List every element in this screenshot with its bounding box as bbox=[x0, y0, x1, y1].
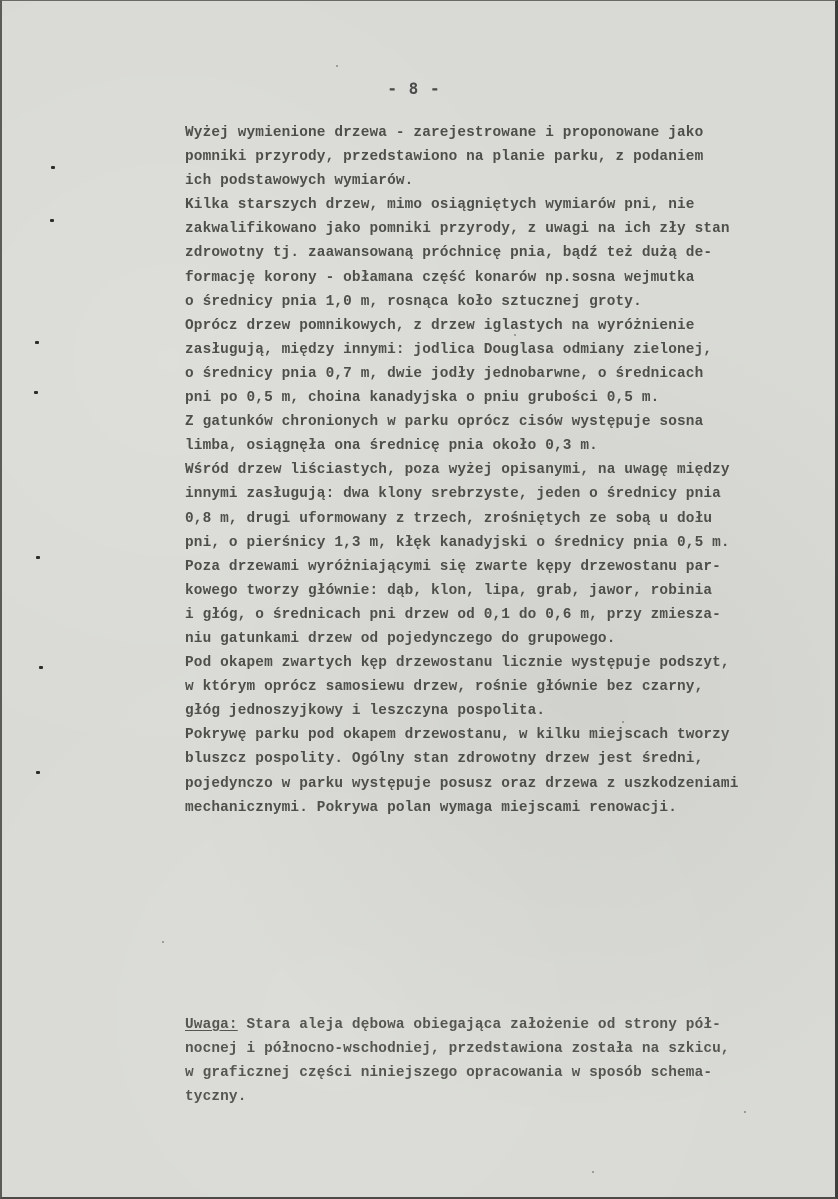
text-line: bluszcz pospolity. Ogólny stan zdrowotny drzew jest średni, bbox=[185, 751, 704, 768]
text-line: kowego tworzy głównie: dąb, klon, lipa, grab, jawor, robinia bbox=[185, 582, 713, 599]
paper-speck bbox=[162, 941, 164, 943]
note-line: tyczny. bbox=[185, 1089, 247, 1106]
text-line: pomniki przyrody, przedstawiono na planie parku, z podaniem bbox=[185, 149, 704, 166]
note-first-line-text: Stara aleja dębowa obiegająca założenie od strony pół- bbox=[237, 1017, 721, 1033]
text-line: limba, osiągnęła ona średnicę pnia około 0,3 m. bbox=[185, 438, 598, 455]
paper-speck bbox=[744, 1111, 746, 1113]
margin-mark bbox=[34, 391, 38, 394]
text-line: Wśród drzew liściastych, poza wyżej opisanymi, na uwagę między bbox=[185, 462, 730, 479]
text-line: zakwalifikowano jako pomniki przyrody, z uwagi na ich zły stan bbox=[185, 221, 730, 238]
text-line: i głóg, o średnicach pni drzew od 0,1 do 0,6 m, przy zmiesza- bbox=[185, 606, 721, 623]
page-number: - 8 - bbox=[387, 79, 441, 98]
text-line: zasługują, między innymi: jodlica Douglasa odmiany zielonej, bbox=[185, 341, 713, 358]
text-line: innymi zasługują: dwa klony srebrzyste, jeden o średnicy pnia bbox=[185, 486, 721, 503]
text-line: formację korony - obłamana część konarów np.sosna wejmutka bbox=[185, 269, 695, 286]
note-line: w graficznej części niniejszego opracowania w sposób schema- bbox=[185, 1065, 713, 1082]
text-line: Oprócz drzew pomnikowych, z drzew iglastych na wyróżnienie bbox=[185, 317, 695, 334]
margin-mark bbox=[39, 666, 43, 669]
text-line: pni po 0,5 m, choina kanadyjska o pniu grubości 0,5 m. bbox=[185, 390, 660, 407]
text-line: głóg jednoszyjkowy i leszczyna pospolita. bbox=[185, 703, 546, 720]
text-line: pojedynczo w parku występuje posusz oraz drzewa z uszkodzeniami bbox=[185, 775, 739, 792]
text-line: niu gatunkami drzew od pojedynczego do grupowego. bbox=[185, 630, 616, 647]
note-first-line bbox=[185, 1013, 825, 1037]
text-line: Pod okapem zwartych kęp drzewostanu licznie występuje podszyt, bbox=[185, 655, 730, 672]
text-line: Wyżej wymienione drzewa - zarejestrowane i proponowane jako bbox=[185, 125, 704, 141]
margin-mark bbox=[51, 166, 55, 169]
paper-speck bbox=[514, 334, 516, 336]
text-line: Z gatunków chronionych w parku oprócz cisów występuje sosna bbox=[185, 414, 704, 431]
text-line: Pokrywę parku pod okapem drzewostanu, w kilku miejscach tworzy bbox=[185, 727, 730, 744]
margin-mark bbox=[36, 771, 40, 774]
margin-mark bbox=[35, 341, 39, 344]
text-line: w którym oprócz samosiewu drzew, rośnie głównie bez czarny, bbox=[185, 679, 704, 696]
text-line: o średnicy pnia 1,0 m, rosnąca koło sztucznej groty. bbox=[185, 293, 642, 310]
text-line: pni, o pierśnicy 1,3 m, kłęk kanadyjski o średnicy pnia 0,5 m. bbox=[185, 534, 730, 551]
margin-mark bbox=[36, 556, 40, 559]
note-block bbox=[185, 1013, 825, 1109]
paper-speck bbox=[622, 721, 624, 723]
text-line: o średnicy pnia 0,7 m, dwie jodły jednobarwne, o średnicach bbox=[185, 365, 704, 382]
note-label: Uwaga: bbox=[185, 1017, 238, 1033]
text-line: Poza drzewami wyróżniającymi się zwarte kępy drzewostanu par- bbox=[185, 558, 721, 575]
text-line: zdrowotny tj. zaawansowaną próchnicę pnia, bądź też dużą de- bbox=[185, 245, 713, 262]
body-text bbox=[185, 121, 825, 820]
text-line: 0,8 m, drugi uformowany z trzech, zrośniętych ze sobą u dołu bbox=[185, 510, 713, 527]
text-line: mechanicznymi. Pokrywa polan wymaga miejscami renowacji. bbox=[185, 799, 678, 816]
paper-speck bbox=[336, 65, 338, 67]
margin-mark bbox=[50, 219, 54, 222]
text-line: Kilka starszych drzew, mimo osiągniętych wymiarów pni, nie bbox=[185, 197, 695, 214]
note-line: nocnej i północno-wschodniej, przedstawiona została na szkicu, bbox=[185, 1041, 730, 1058]
text-line: ich podstawowych wymiarów. bbox=[185, 173, 414, 190]
paper-speck bbox=[592, 1171, 594, 1173]
